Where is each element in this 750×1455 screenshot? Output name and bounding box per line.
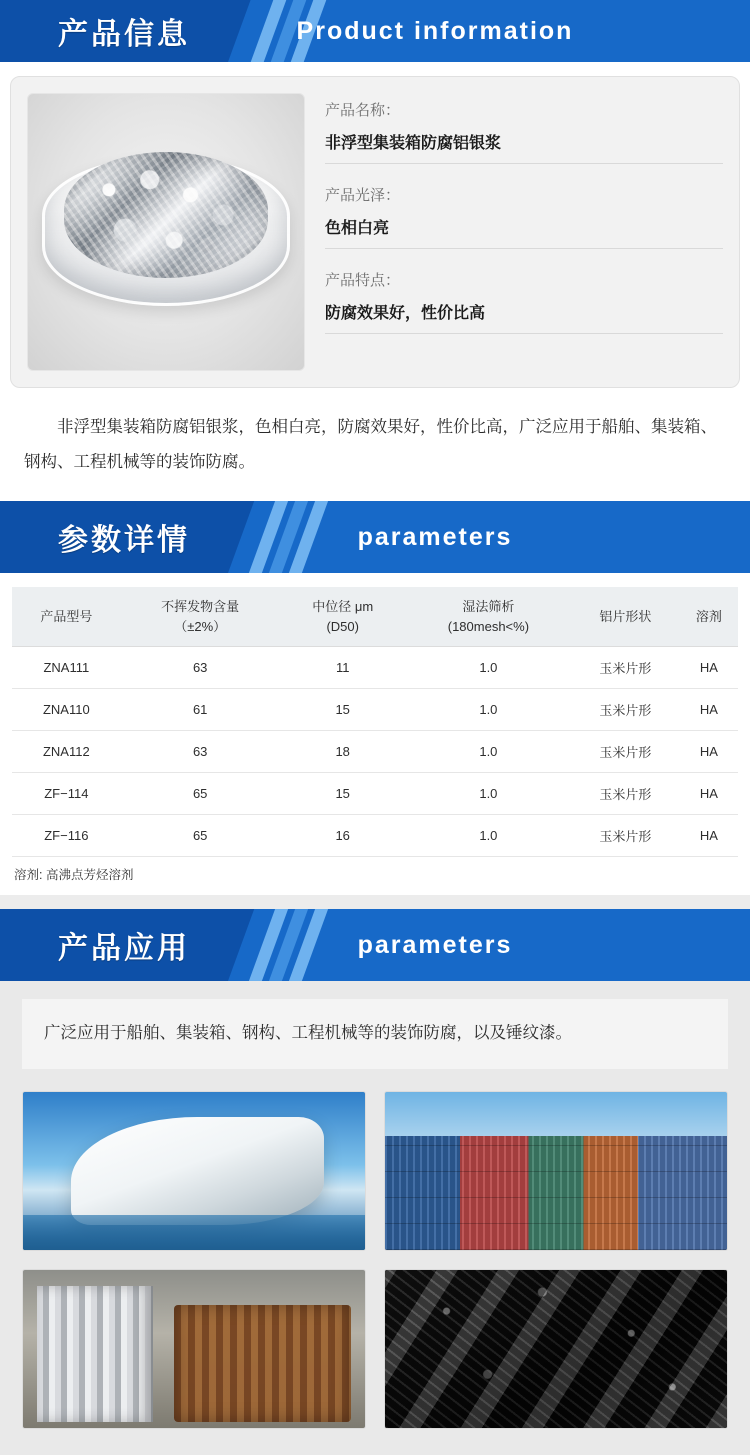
cell-flake-shape: 玉米片形: [571, 815, 680, 857]
banner-title-cn: 参数详情: [58, 524, 190, 558]
spec-row: [325, 184, 723, 249]
header-line-1: 铝片形状: [599, 609, 652, 625]
header-line-1: 产品型号: [40, 609, 93, 625]
spec-label: 产品名称：: [325, 102, 401, 119]
table-row: [12, 647, 738, 689]
section-banner-parameters: [0, 501, 750, 573]
column-header-model: [12, 587, 121, 647]
cell-model: ZNA112: [12, 731, 121, 773]
application-note: 广泛应用于船舶、集装箱、钢构、工程机械等的装饰防腐，以及锤纹漆。: [22, 999, 728, 1069]
cell-median-diameter: 15: [280, 689, 406, 731]
header-line-2: （±2%）: [174, 618, 227, 634]
table-row: [12, 689, 738, 731]
column-header-median-diameter: [280, 587, 406, 647]
parameter-table-wrapper: [0, 573, 750, 895]
parameter-table: [12, 587, 738, 857]
cell-model: ZF−116: [12, 815, 121, 857]
cell-flake-shape: 玉米片形: [571, 773, 680, 815]
cell-wet-sieve: 1.0: [406, 773, 571, 815]
cell-wet-sieve: 1.0: [406, 689, 571, 731]
industrial-storage-tanks-photo: [22, 1269, 366, 1429]
spec-row: [325, 269, 723, 334]
cell-median-diameter: 15: [280, 773, 406, 815]
cell-median-diameter: 16: [280, 815, 406, 857]
section-banner-product-info: [0, 0, 750, 62]
product-info-wrapper: [0, 62, 750, 392]
hammer-finish-coating-photo: [384, 1269, 728, 1429]
table-row: [12, 773, 738, 815]
cell-nonvolatile: 63: [121, 647, 280, 689]
cell-flake-shape: 玉米片形: [571, 731, 680, 773]
cell-nonvolatile: 61: [121, 689, 280, 731]
column-header-nonvolatile: [121, 587, 280, 647]
banner-title-cn: 产品应用: [58, 932, 190, 966]
column-header-solvent: [680, 587, 738, 647]
cell-solvent: HA: [680, 689, 738, 731]
table-footnote: 溶剂: 高沸点芳烃溶剂: [14, 868, 134, 883]
cell-wet-sieve: 1.0: [406, 647, 571, 689]
application-image-grid: [22, 1091, 728, 1429]
cell-wet-sieve: 1.0: [406, 731, 571, 773]
column-header-flake-shape: [571, 587, 680, 647]
aluminium-paste-photo: [27, 93, 305, 371]
section-divider: [0, 895, 750, 909]
header-line-1: 不挥发物含量: [161, 599, 240, 615]
section-banner-application: [0, 909, 750, 981]
column-header-wet-sieve: [406, 587, 571, 647]
cell-model: ZNA111: [12, 647, 121, 689]
table-row: [12, 815, 738, 857]
cell-wet-sieve: 1.0: [406, 815, 571, 857]
cell-nonvolatile: 65: [121, 815, 280, 857]
cell-median-diameter: 18: [280, 731, 406, 773]
header-line-1: 中位径 μm: [312, 599, 374, 615]
table-row: [12, 731, 738, 773]
spec-value: 色相白亮: [325, 215, 723, 249]
spec-label: 产品光泽：: [325, 187, 401, 204]
aluminium-flakes-shape: [64, 152, 268, 278]
table-header-row: [12, 587, 738, 647]
cell-nonvolatile: 63: [121, 731, 280, 773]
cruise-ship-photo: [22, 1091, 366, 1251]
cell-solvent: HA: [680, 647, 738, 689]
banner-title-en: parameters: [357, 930, 513, 959]
cell-flake-shape: 玉米片形: [571, 689, 680, 731]
application-section: [0, 981, 750, 1455]
spec-value: 非浮型集装箱防腐铝银浆: [325, 130, 723, 164]
cell-solvent: HA: [680, 773, 738, 815]
header-line-2: (D50): [326, 618, 359, 634]
spec-row: [325, 99, 723, 164]
header-line-2: (180mesh<%): [447, 618, 530, 634]
cell-flake-shape: 玉米片形: [571, 647, 680, 689]
spec-label: 产品特点：: [325, 272, 401, 289]
cell-median-diameter: 11: [280, 647, 406, 689]
header-line-1: 溶剂: [695, 609, 722, 625]
product-info-card: [10, 76, 740, 388]
table-header: [12, 587, 738, 647]
product-description: 非浮型集装箱防腐铝银浆，色相白亮，防腐效果好，性价比高，广泛应用于船舶、集装箱、钢构、工程机械等的装饰防腐。: [24, 418, 717, 471]
cell-solvent: HA: [680, 815, 738, 857]
cell-solvent: HA: [680, 731, 738, 773]
product-spec-list: [305, 93, 723, 334]
cell-nonvolatile: 65: [121, 773, 280, 815]
spec-value: 防腐效果好，性价比高: [325, 300, 723, 334]
header-line-1: 湿法筛析: [462, 599, 515, 615]
banner-title-en: parameters: [357, 522, 513, 551]
banner-title-en: Product information: [296, 16, 574, 45]
banner-title-cn: 产品信息: [58, 18, 190, 51]
shipping-containers-photo: [384, 1091, 728, 1251]
cell-model: ZNA110: [12, 689, 121, 731]
cell-model: ZF−114: [12, 773, 121, 815]
table-body: [12, 647, 738, 857]
